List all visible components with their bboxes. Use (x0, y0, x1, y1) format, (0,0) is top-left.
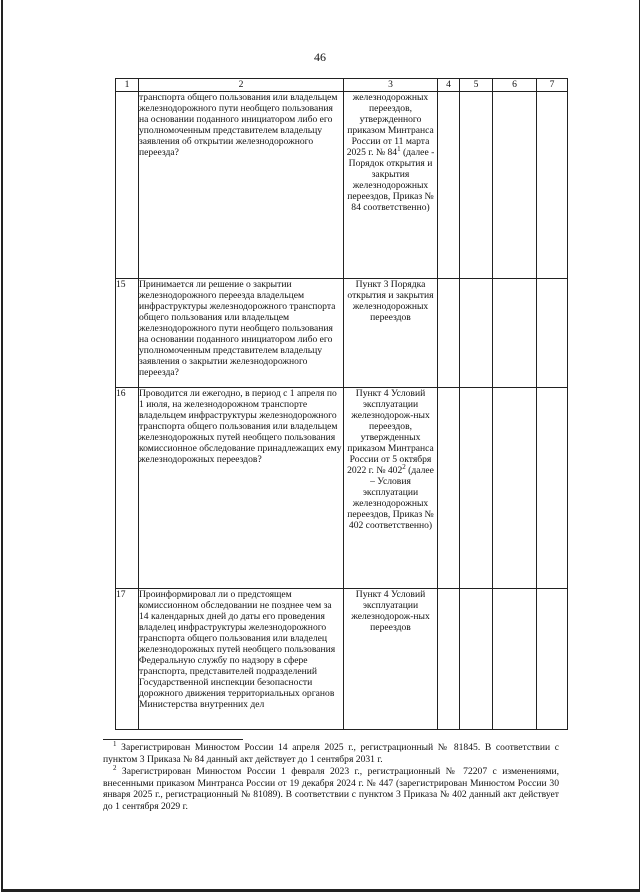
column-header-2: 2 (139, 79, 344, 92)
answer-cell-no (460, 388, 493, 589)
legal-reference-cell (344, 92, 438, 279)
table-row (116, 589, 568, 730)
legal-reference-cell (344, 279, 438, 388)
page-number: 46 (314, 50, 326, 64)
answer-cell-yes (438, 388, 460, 589)
footnotes (103, 739, 559, 813)
reference-text: Пункт 3 Порядка открытия и закрытия железнодорожных переездов (347, 279, 434, 323)
answer-cell-no (460, 589, 493, 730)
reference-text: Пункт 4 Условий эксплуатации железнодорож-ных переездов, утвержденных приказом Минтранса России от 5 октября 2022 г. № 402 (347, 388, 434, 476)
footnote-ref: 2 (402, 462, 406, 471)
table-row (116, 388, 568, 589)
note-cell (537, 589, 568, 730)
reference-text: Пункт 4 Условий эксплуатации железнодорож-ных переездов (351, 589, 430, 633)
footnote-ref: 1 (397, 144, 401, 153)
note-cell (537, 92, 568, 279)
answer-cell-yes (438, 589, 460, 730)
reference-text: железнодорожных переездов, утвержденного приказом Минтранса России от 11 марта 2025 г. № 84 (346, 92, 434, 158)
reference-text-continued: (далее – Условия эксплуатации железнодорожных переездов, Приказ № 402 соответственно) (347, 465, 434, 531)
question-cell: транспорта общего пользования или владельцем железнодорожного пути необщего пользования на основании поданного инициатором либо его уполномоченным представителем владельцу заявления об открытии железнодорожного переезда? (139, 92, 344, 279)
footnote-mark: 2 (113, 763, 117, 772)
column-header-3: 3 (344, 79, 438, 92)
reference-text-continued: (далее - Порядок открытия и закрытия железнодорожных переездов, Приказ № 84 соответственно) (347, 147, 435, 213)
answer-cell-not-applicable (493, 589, 537, 730)
footnote-text: Зарегистрирован Минюстом России 1 февраля 2023 г., регистрационный № 72207 с изменениями, внесенными приказом Минтранса России от 19 декабря 2024 г. № 447 (зарегистрирован Минюстом России 30 января 2025 г., регистрационный № 81089). В соответствии с пунктом 3 Приказа № 402 данный акт действует до 1 сентября 2029 г. (103, 766, 559, 812)
column-header-5: 5 (460, 79, 493, 92)
table-row (116, 92, 568, 279)
answer-cell-yes (438, 92, 460, 279)
column-header-1: 1 (116, 79, 139, 92)
column-header-7: 7 (537, 79, 568, 92)
table-header-row (116, 79, 568, 92)
row-number (116, 92, 139, 279)
answer-cell-no (460, 279, 493, 388)
answer-cell-not-applicable (493, 279, 537, 388)
footnote-1 (103, 739, 559, 765)
answer-cell-not-applicable (493, 92, 537, 279)
column-header-6: 6 (493, 79, 537, 92)
note-cell (537, 279, 568, 388)
checklist-table (115, 78, 568, 730)
note-cell (537, 388, 568, 589)
column-header-4: 4 (438, 79, 460, 92)
question-cell: Принимается ли решение о закрытии железнодорожного переезда владельцем инфраструктуры железнодорожного транспорта общего пользования или владельцем железнодорожного пути необщего пользования на основании поданного инициатором либо его уполномоченным представителем владельцу заявления о закрытии железнодорожного переезда? (139, 279, 344, 388)
footnote-text: Зарегистрирован Минюстом России 14 апреля 2025 г., регистрационный № 81845. В соответствии с пунктом 3 Приказа № 84 данный акт действует до 1 сентября 2031 г. (103, 742, 559, 765)
answer-cell-not-applicable (493, 388, 537, 589)
footnote-mark: 1 (113, 739, 117, 748)
footnote-separator (103, 739, 243, 740)
row-number: 16 (116, 388, 139, 589)
table-row (116, 279, 568, 388)
legal-reference-cell (344, 388, 438, 589)
row-number: 15 (116, 279, 139, 388)
question-cell: Проводится ли ежегодно, в период с 1 апреля по 1 июля, на железнодорожном транспорте владельцем инфраструктуры железнодорожного транспорта общего пользования или владельцем железнодорожных путей необщего пользования комиссионное обследование принадлежащих ему железнодорожных переездов? (139, 388, 344, 589)
row-number: 17 (116, 589, 139, 730)
answer-cell-yes (438, 279, 460, 388)
question-cell: Проинформировал ли о предстоящем комиссионном обследовании не позднее чем за 14 календарных дней до даты его проведения владелец инфраструктуры железнодорожного транспорта общего пользования или владелец железнодорожных путей необщего пользования Федеральную службу по надзору в сфере транспорта, представителей подразделений Государственной инспекции безопасности дорожного движения территориальных органов Министерства внутренних дел (139, 589, 344, 730)
footnote-2 (103, 763, 559, 812)
legal-reference-cell (344, 589, 438, 730)
answer-cell-no (460, 92, 493, 279)
